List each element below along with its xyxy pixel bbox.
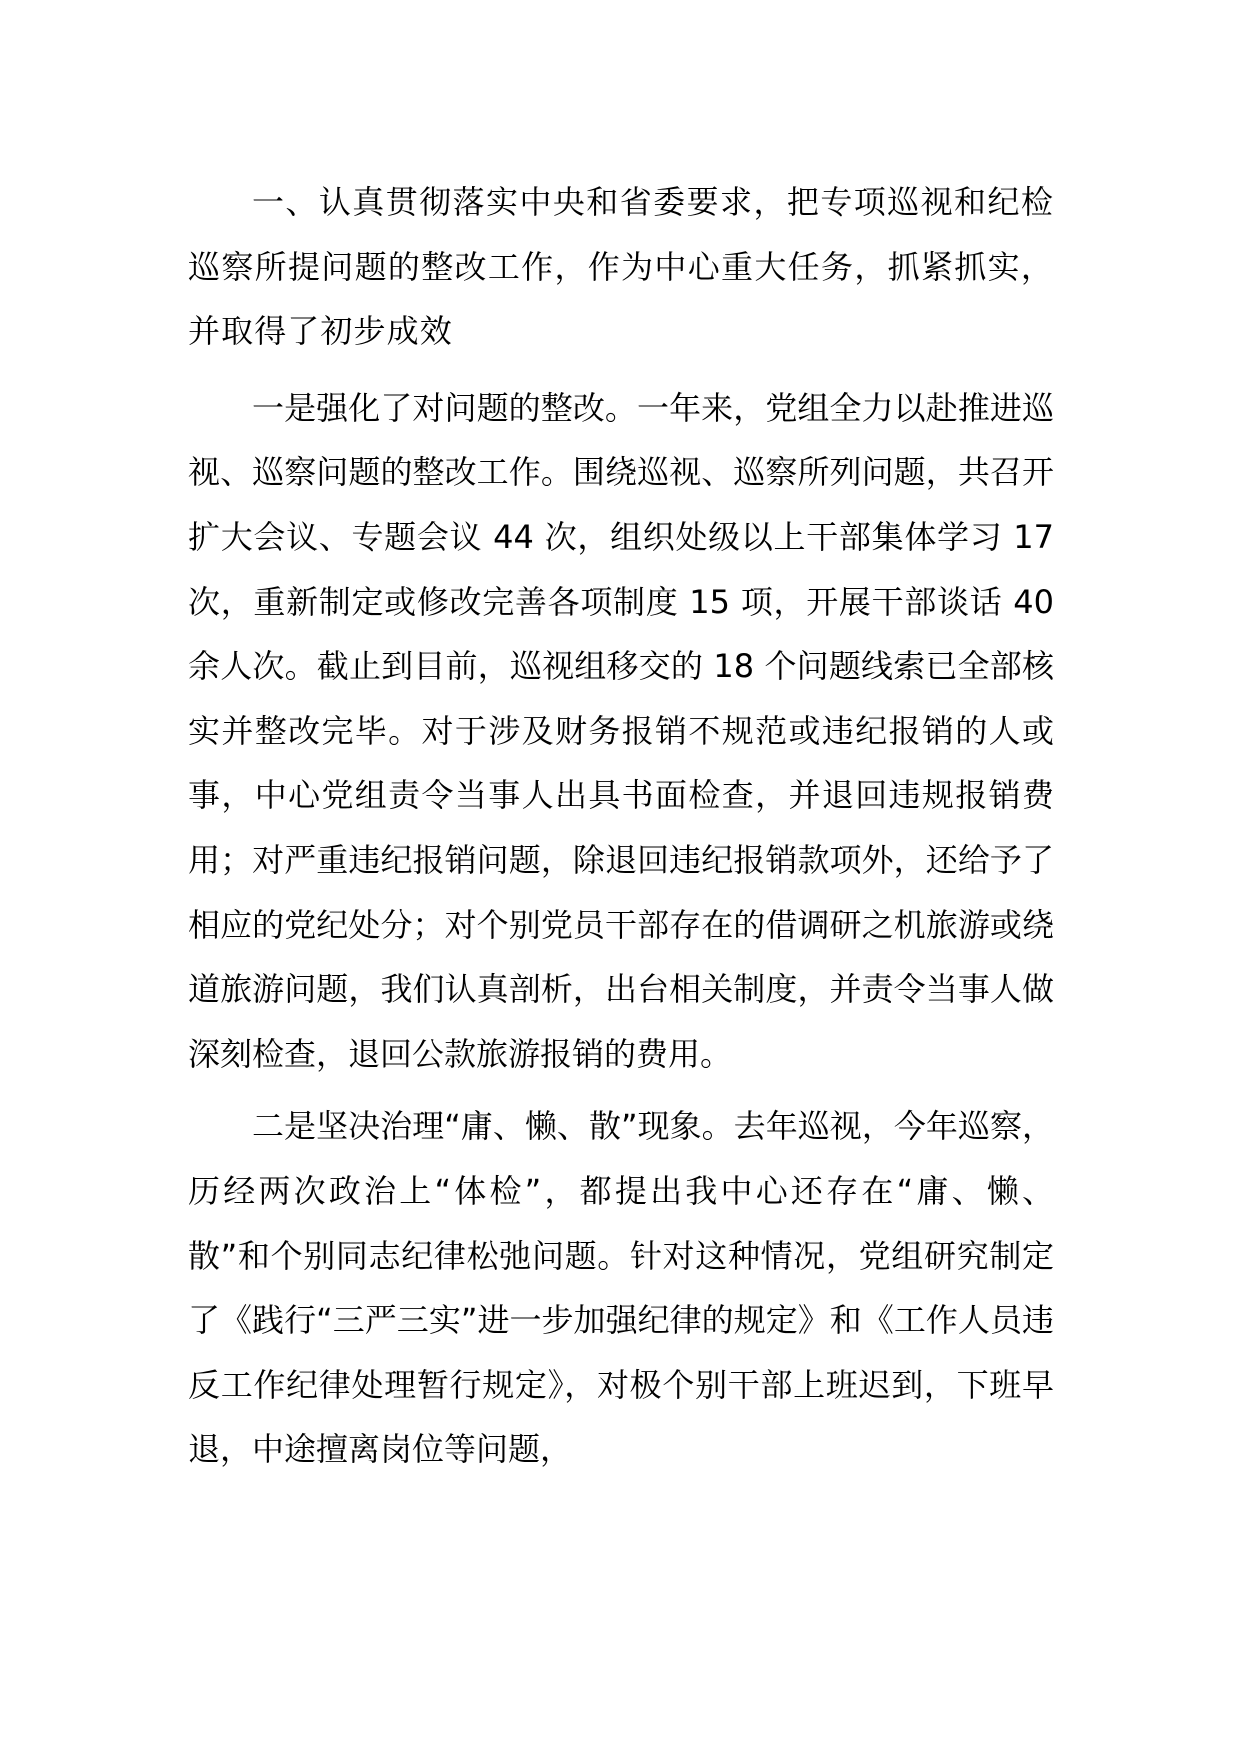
paragraph-1: 一是强化了对问题的整改。一年来，党组全力以赴推进巡视、巡察问题的整改工作。围绕巡视、巡察所列问题，共召开扩大会议、专题会议 44 次，组织处级以上干部集体学习 17 次，重新制定或修改完善各项制度 15 项，开展干部谈话 40 余人次。截止到目前，巡视组移交的 18 个问题线索已全部核实并整改完毕。对于涉及财务报销不规范或违纪报销的人或事，中心党组责令当事人出具书面检查，并退回违规报销费用；对严重违纪报销问题，除退回违纪报销款项外，还给予了相应的党纪处分；对个别党员干部存在的借调研之机旅游或绕道旅游问题，我们认真剖析，出台相关制度，并责令当事人做深刻检查，退回公款旅游报销的费用。: [188, 388, 1054, 1073]
section-heading: 一、认真贯彻落实中央和省委要求，把专项巡视和纪检巡察所提问题的整改工作，作为中心重大任务，抓紧抓实，并取得了初步成效: [188, 183, 1054, 351]
document-body: [188, 170, 1054, 1490]
paragraph-2: 二是坚决治理“庸、懒、散”现象。去年巡视，今年巡察，历经两次政治上“体检”，都提出我中心还存在“庸、懒、散”和个别同志纪律松弛问题。针对这种情况，党组研究制定了《践行“三严三实”进一步加强纪律的规定》和《工作人员违反工作纪律处理暂行规定》，对极个别干部上班迟到，下班早退，中途擅离岗位等问题，: [188, 1107, 1054, 1469]
